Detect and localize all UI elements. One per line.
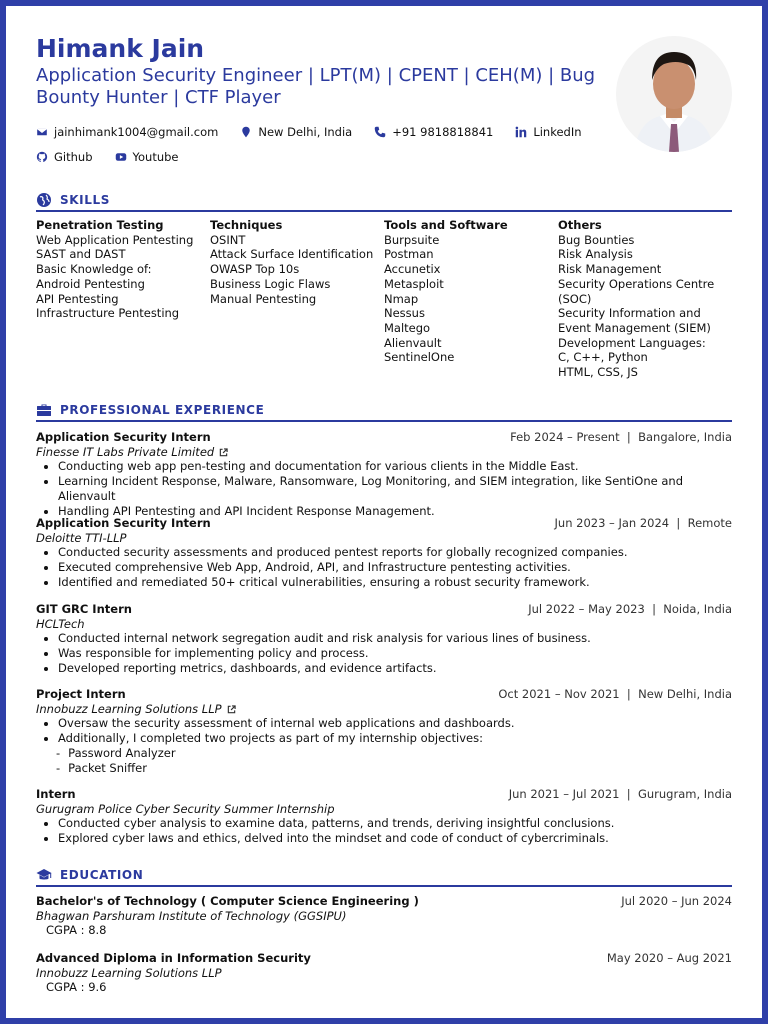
grade: CGPA : 9.6	[46, 980, 107, 995]
school-name: Innobuzz Learning Solutions LLP	[36, 965, 222, 980]
location-text: New Delhi, India	[258, 125, 353, 139]
job-dates: Jun 2023 – Jan 2024	[554, 516, 670, 530]
education-dates: Jul 2020 – Jun 2024	[621, 894, 732, 908]
job-dates: Jun 2021 – Jul 2021	[508, 787, 620, 801]
job-bullet: • Handling API Pentesting and API Incident Response Management.	[58, 504, 732, 519]
job-bullets	[36, 716, 732, 745]
location-icon	[240, 126, 252, 138]
contact-info	[36, 122, 616, 172]
briefcase-icon	[36, 402, 52, 418]
skill-category: Techniques	[210, 218, 283, 232]
skill-item: Maltego	[384, 320, 431, 335]
experience-section-title	[36, 400, 732, 422]
linkedin-icon	[515, 126, 527, 138]
skill-item: OSINT	[210, 232, 246, 247]
job-location: Gurugram, India	[637, 787, 732, 801]
skill-item: Risk Analysis	[558, 247, 633, 262]
experience-entry	[36, 516, 732, 590]
job-meta: Jun 2021 – Jul 2021 | Gurugram, India	[508, 787, 732, 801]
company-name: HCLTech	[36, 616, 85, 631]
company-name: Innobuzz Learning Solutions LLP	[36, 701, 222, 716]
skill-column	[36, 218, 210, 380]
resume-page	[6, 6, 762, 1018]
job-meta: Jul 2022 – May 2023 | Noida, India	[528, 602, 732, 616]
candidate-headline: Application Security Engineer | LPT(M) | CPENT | CEH(M) | Bug Bounty Hunter | CTF Player	[36, 65, 596, 108]
job-bullet: • Conducted security assessments and produced pentest reports for globally recognized companies.	[58, 545, 732, 560]
job-bullets	[36, 631, 732, 675]
job-title: Application Security Intern	[36, 430, 211, 444]
skill-column	[558, 218, 732, 380]
skill-item: Metasploit	[384, 276, 444, 291]
skill-category: Others	[558, 218, 602, 232]
skill-item: Risk Management	[558, 262, 662, 277]
education-section-title	[36, 865, 732, 887]
job-bullets	[36, 816, 732, 845]
linkedin-text: LinkedIn	[533, 125, 582, 139]
job-dates: Jul 2022 – May 2023	[528, 602, 645, 616]
job-bullet: • Conducting web app pen-testing and documentation for various clients in the Middle East.	[58, 459, 732, 474]
candidate-name: Himank Jain	[36, 34, 205, 63]
job-bullet: • Conducted cyber analysis to examine data, patterns, and trends, deriving insightful conclusions.	[58, 816, 732, 831]
youtube-link[interactable]	[115, 150, 179, 164]
company-name: Deloitte TTI-LLP	[36, 530, 127, 545]
github-text: Github	[54, 150, 93, 164]
skill-item: Security Operations Centre	[558, 276, 715, 291]
skill-category: Penetration Testing	[36, 218, 164, 232]
job-dates: Feb 2024 – Present	[510, 430, 620, 444]
skill-item: Alienvault	[384, 335, 442, 350]
email-text: jainhimank1004@gmail.com	[54, 125, 219, 139]
skill-item: Business Logic Flaws	[210, 276, 331, 291]
skill-item: HTML, CSS, JS	[558, 365, 638, 380]
job-bullet: • Additionally, I completed two projects as part of my internship objectives:	[58, 731, 732, 746]
job-location: Bangalore, India	[638, 430, 732, 444]
company-name: Gurugram Police Cyber Security Summer Internship	[36, 801, 335, 816]
job-dates: Oct 2021 – Nov 2021	[498, 687, 620, 701]
education-heading: EDUCATION	[60, 868, 144, 882]
grade: CGPA : 8.8	[46, 923, 107, 938]
company-link[interactable]	[36, 445, 732, 460]
company-link[interactable]	[36, 702, 732, 717]
skill-item: Android Pentesting	[36, 276, 145, 291]
skills-grid	[36, 218, 732, 380]
job-title: Application Security Intern	[36, 516, 211, 530]
job-meta: Feb 2024 – Present | Bangalore, India	[510, 430, 732, 444]
skills-section-title	[36, 190, 732, 212]
github-link[interactable]	[36, 150, 93, 164]
experience-heading: PROFESSIONAL EXPERIENCE	[60, 403, 265, 417]
job-location: New Delhi, India	[638, 687, 732, 701]
phone-link[interactable]	[374, 125, 493, 139]
phone-icon	[374, 126, 386, 138]
globe-icon	[36, 192, 52, 208]
phone-text: +91 9818818841	[392, 125, 494, 139]
job-title: Intern	[36, 787, 76, 801]
skill-item: Event Management (SIEM)	[558, 320, 711, 335]
job-bullet: • Was responsible for implementing policy and process.	[58, 646, 732, 661]
project-item: - Password Analyzer	[56, 746, 732, 761]
experience-entry	[36, 430, 732, 518]
job-location: Remote	[687, 516, 732, 530]
skill-category: Tools and Software	[384, 218, 508, 232]
skill-item: Manual Pentesting	[210, 291, 317, 306]
skill-item: Postman	[384, 247, 434, 262]
skill-item: Burpsuite	[384, 232, 440, 247]
youtube-text: Youtube	[132, 150, 179, 164]
skill-item: API Pentesting	[36, 291, 119, 306]
job-bullets	[36, 459, 732, 518]
degree-title: Bachelor's of Technology ( Computer Science Engineering )	[36, 894, 419, 908]
school-name: Bhagwan Parshuram Institute of Technology (GGSIPU)	[36, 908, 347, 923]
skill-item: Infrastructure Pentesting	[36, 306, 180, 321]
skill-item: OWASP Top 10s	[210, 262, 300, 277]
job-meta: Oct 2021 – Nov 2021 | New Delhi, India	[498, 687, 732, 701]
skill-item: Development Languages:	[558, 335, 706, 350]
experience-entry	[36, 787, 732, 846]
job-bullet: • Oversaw the security assessment of internal web applications and dashboards.	[58, 716, 732, 731]
education-entry	[36, 951, 732, 995]
skill-item: SAST and DAST	[36, 247, 126, 262]
email-link[interactable]	[36, 125, 218, 139]
external-link-icon	[227, 705, 236, 714]
linkedin-link[interactable]	[515, 125, 581, 139]
skill-item: Nmap	[384, 291, 419, 306]
job-bullet: • Learning Incident Response, Malware, Ransomware, Log Monitoring, and SIEM integration, like SentiOne and Alienvault	[58, 474, 732, 503]
skills-heading: SKILLS	[60, 193, 110, 207]
skill-item: SentinelOne	[384, 350, 455, 365]
project-item: - Packet Sniffer	[56, 761, 732, 776]
skill-item: Security Information and	[558, 306, 701, 321]
job-title: GIT GRC Intern	[36, 602, 132, 616]
location-item	[240, 125, 352, 139]
company-name: Finesse IT Labs Private Limited	[36, 444, 215, 459]
skill-column	[384, 218, 558, 380]
email-icon	[36, 126, 48, 138]
skill-item: C, C++, Python	[558, 350, 648, 365]
job-bullet: • Developed reporting metrics, dashboards, and evidence artifacts.	[58, 661, 732, 676]
job-meta: Jun 2023 – Jan 2024 | Remote	[554, 516, 732, 530]
job-location: Noida, India	[663, 602, 732, 616]
external-link-icon	[219, 448, 228, 457]
experience-entry	[36, 687, 732, 775]
youtube-icon	[115, 151, 127, 163]
skill-item: Web Application Pentesting	[36, 232, 194, 247]
project-list	[36, 746, 732, 775]
experience-entry	[36, 602, 732, 676]
graduation-cap-icon	[36, 867, 52, 883]
skill-item: Attack Surface Identification	[210, 247, 374, 262]
skill-column	[210, 218, 384, 380]
github-icon	[36, 151, 48, 163]
job-title: Project Intern	[36, 687, 126, 701]
skill-item: Bug Bounties	[558, 232, 635, 247]
skill-item: Basic Knowledge of:	[36, 262, 152, 277]
job-bullet: • Conducted internal network segregation audit and risk analysis for various lines of business.	[58, 631, 732, 646]
job-bullet: • Explored cyber laws and ethics, delved into the mindset and code of conduct of cybercriminals.	[58, 831, 732, 846]
degree-title: Advanced Diploma in Information Security	[36, 951, 311, 965]
skill-item: (SOC)	[558, 291, 592, 306]
education-dates: May 2020 – Aug 2021	[606, 951, 732, 965]
job-bullets	[36, 545, 732, 589]
profile-photo	[616, 36, 732, 152]
job-bullet: • Executed comprehensive Web App, Android, API, and Infrastructure pentesting activities.	[58, 560, 732, 575]
skill-item: Nessus	[384, 306, 425, 321]
job-bullet: • Identified and remediated 50+ critical vulnerabilities, ensuring a robust security framework.	[58, 575, 732, 590]
skill-item: Accunetix	[384, 262, 441, 277]
education-entry	[36, 894, 732, 938]
